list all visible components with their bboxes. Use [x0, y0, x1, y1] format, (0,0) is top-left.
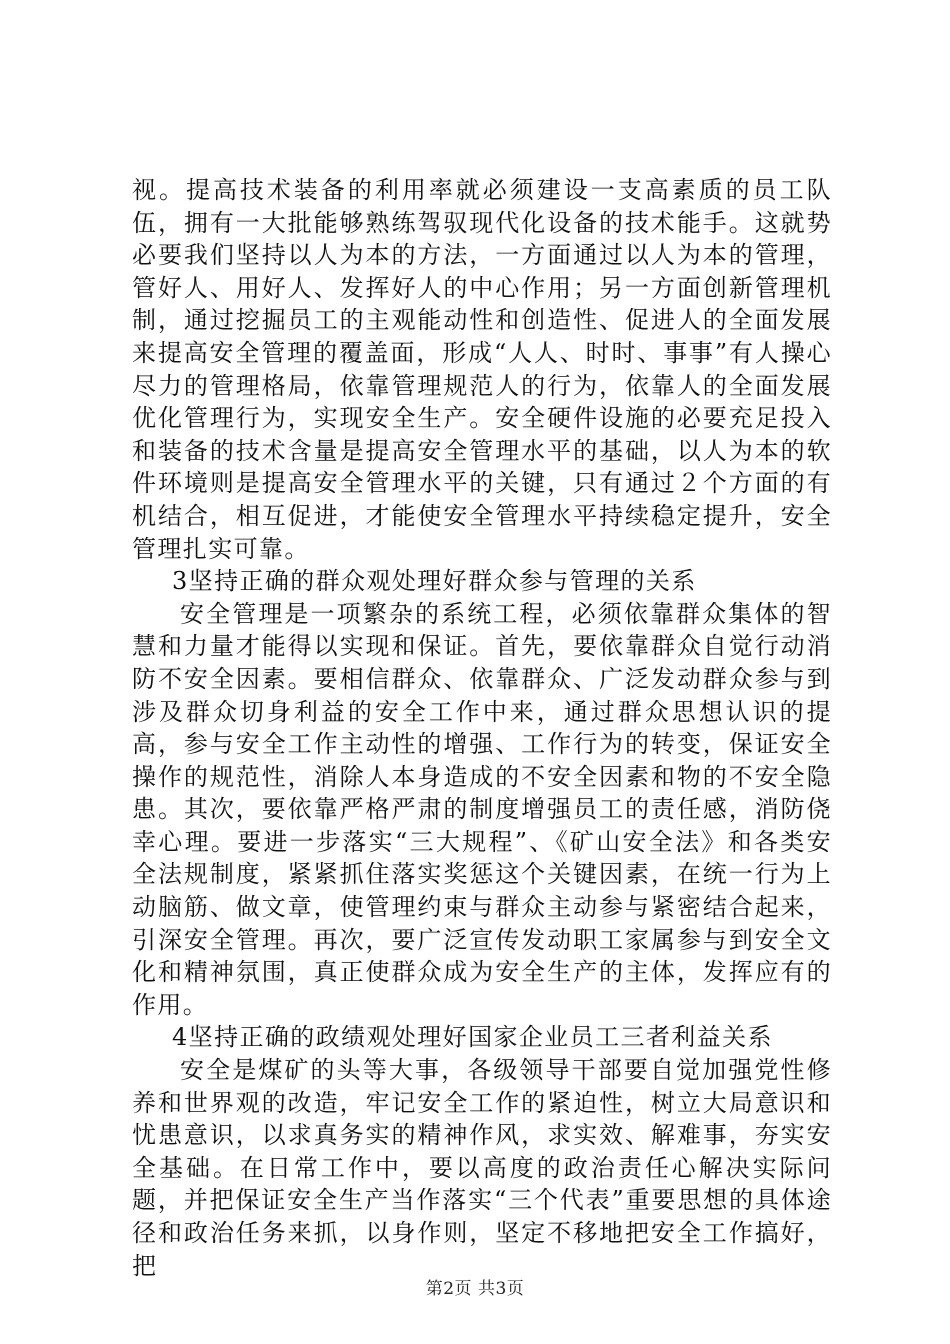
section-heading-4: 4坚持正确的政绩观处理好国家企业员工三者利益关系	[172, 1023, 773, 1052]
page-number-footer: 第2页 共3页	[425, 1279, 525, 1299]
body-paragraph-2: 安全管理是一项繁杂的系统工程，必须依靠群众集体的智慧和力量才能得以实现和保证。首先，要依靠群众自觉行动消防不安全因素。要相信群众、依靠群众、广泛发动群众参与到涉及群众切身利益的安全工作中来，通过群众思想认识的提高，参与安全工作主动性的增强、工作行为的转变，保证安全操作的规范性，消除人本身造成的不安全因素和物的不安全隐患。其次，要依靠严格严肃的制度增强员工的责任感，消防侥幸心理。要进一步落实“三大规程”、《矿山安全法》和各类安全法规制度，紧紧抓住落实奖惩这个关键因素，在统一行为上动脑筋、做文章，使管理约束与群众主动参与紧密结合起来，引深安全管理。再次，要广泛宣传发动职工家属参与到安全文化和精神氛围，真正使群众成为安全生产的主体，发挥应有的作用。	[132, 599, 832, 1019]
document-body	[132, 174, 832, 1282]
body-paragraph-3: 安全是煤矿的头等大事，各级领导干部要自觉加强党性修养和世界观的改造，牢记安全工作的紧迫性，树立大局意识和忧患意识，以求真务实的精神作风，求实效、解难事，夯实安全基础。在日常工作中，要以高度的政治责任心解决实际问题，并把保证安全生产当作落实“三个代表”重要思想的具体途径和政治任务来抓，以身作则，坚定不移地把安全工作搞好，把	[132, 1056, 832, 1280]
section-heading-3: 3坚持正确的群众观处理好群众参与管理的关系	[172, 567, 697, 596]
body-paragraph-1: 视。提高技术装备的利用率就必须建设一支高素质的员工队伍，拥有一大批能够熟练驾驭现代化设备的技术能手。这就势必要我们坚持以人为本的方法，一方面通过以人为本的管理，管好人、用好人、发挥好人的中心作用；另一方面创新管理机制，通过挖掘员工的主观能动性和创造性、促进人的全面发展来提高安全管理的覆盖面，形成“人人、时时、事事”有人操心尽力的管理格局，依靠管理规范人的行为，依靠人的全面发展优化管理行为，实现安全生产。安全硬件设施的必要充足投入和装备的技术含量是提高安全管理水平的基础，以人为本的软件环境则是提高安全管理水平的关键，只有通过２个方面的有机结合，相互促进，才能使安全管理水平持续稳定提升，安全管理扎实可靠。	[132, 176, 832, 563]
